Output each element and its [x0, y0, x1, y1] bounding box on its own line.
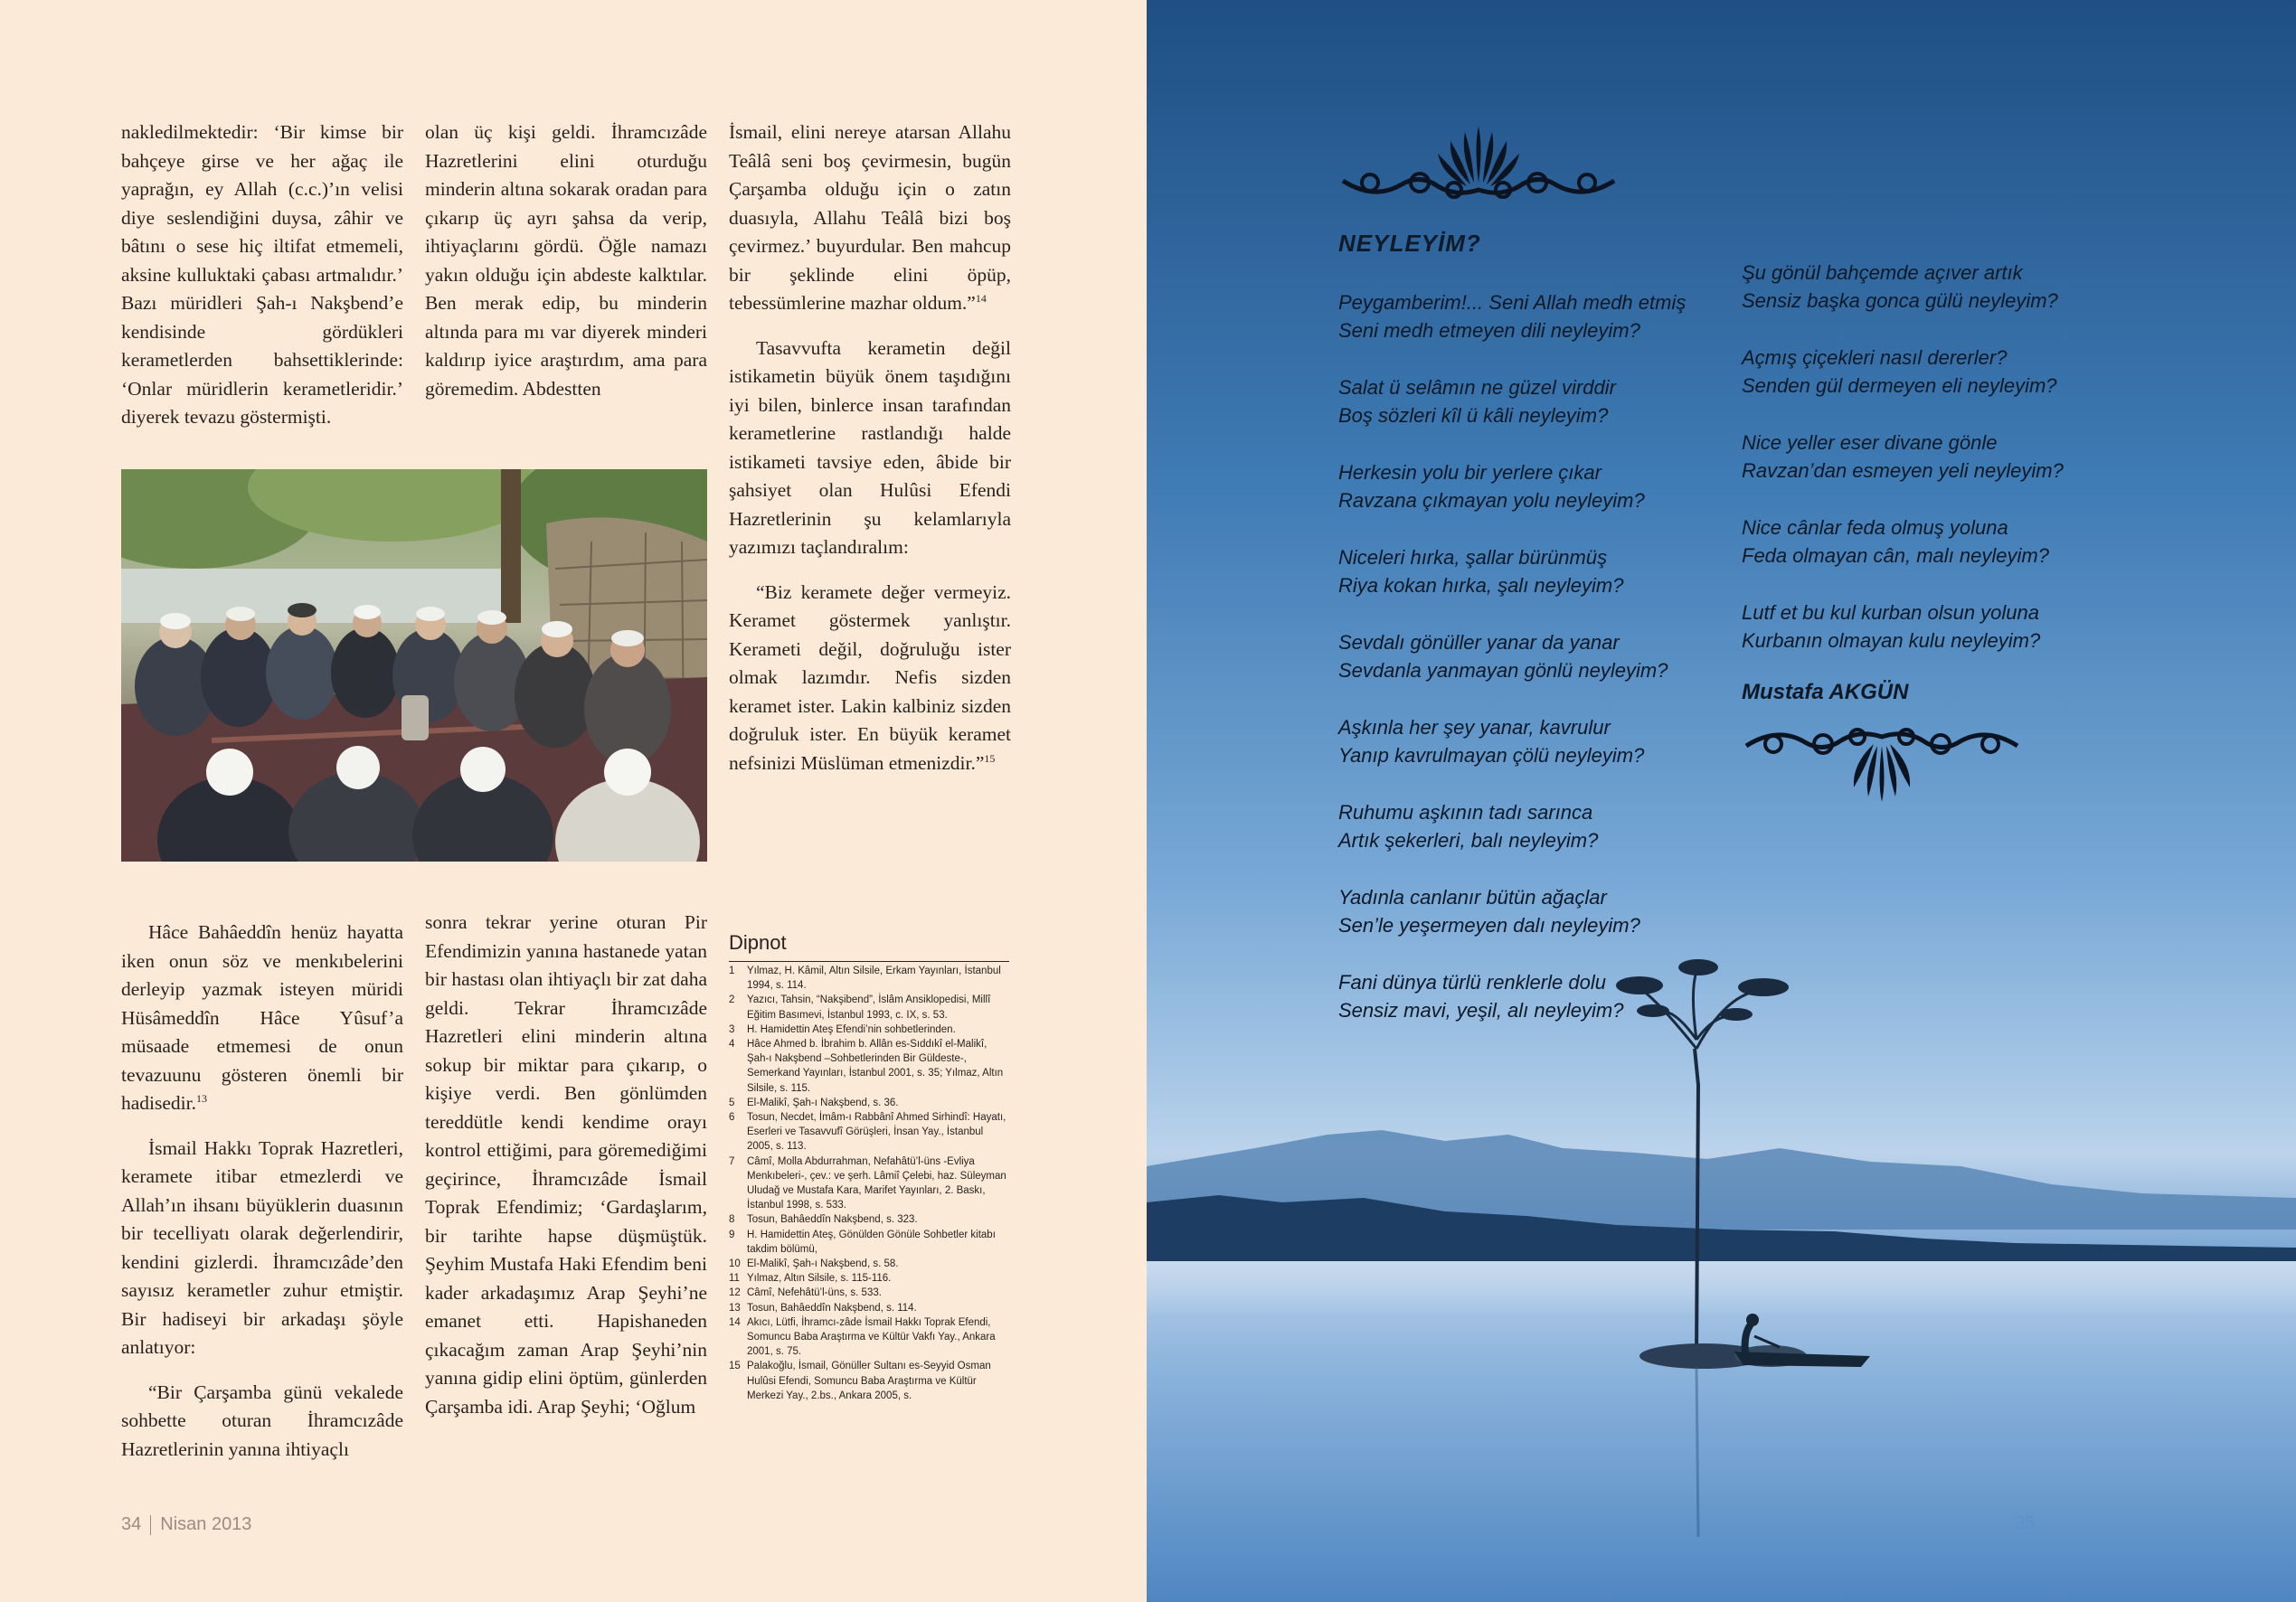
- left-page: [0, 0, 1147, 1602]
- column-1-bottom-paragraph-1: Hâce Bahâeddîn henüz hayatta iken onun söz ve menkıbelerini derleyip yazmak isteyen müridi Hüsâmeddîn Hâce Yûsuf’a müsaade etmemesi de onun tevazuunu gösteren önemli bir hadisedir.$^{13}$: [121, 921, 403, 1114]
- footnote-text: Tosun, Bahâeddîn Nakşbend, s. 114.: [747, 1302, 917, 1314]
- footnote-number: 14: [729, 1316, 741, 1328]
- footnote-item: [729, 1315, 1009, 1360]
- footnote-item: [729, 1271, 1009, 1286]
- poem-line: Senden gül dermeyen eli neyleyim?: [1742, 374, 2057, 397]
- footnote-text: H. Hamidettin Ateş, Gönülden Gönüle Sohbetler kitabı takdim bölümü,: [747, 1229, 996, 1255]
- poem-line: Artık şekerleri, balı neyleyim?: [1338, 829, 1599, 852]
- poem-column-left: [1338, 288, 1718, 1053]
- footnote-item: [729, 1022, 1009, 1037]
- poem-line: Kurbanın olmayan kulu neyleyim?: [1742, 629, 2041, 652]
- gathering-photo: [121, 469, 707, 862]
- poem-line: Feda olmayan cân, malı neyleyim?: [1742, 544, 2049, 567]
- footnote-text: Câmî, Molla Abdurrahman, Nefahâtü’l-üns -Evliya Menkıbeleri-, çev.: ve şerh. Lâmiî Çelebi, haz. Süleyman Uludağ ve Mustafa Kara, Marifet Yayınları, 2. Baskı, İstanbul 1998, s. 533.: [747, 1155, 1006, 1211]
- lake-landscape-background: [1147, 0, 2296, 1602]
- poem-line: Peygamberim!... Seni Allah medh etmiş: [1338, 291, 1687, 314]
- footnote-item: [729, 1286, 1009, 1300]
- footnote-item: [729, 1257, 1009, 1271]
- poem-line: Fani dünya türlü renklerle dolu: [1338, 971, 1606, 994]
- footnote-item: [729, 1228, 1009, 1257]
- footnote-item: [729, 993, 1009, 1022]
- footnote-number: 12: [729, 1287, 741, 1299]
- footnote-number: 9: [729, 1229, 735, 1240]
- poem-stanza: [1338, 373, 1718, 429]
- footnote-number: 15: [729, 1361, 741, 1372]
- poem-stanza: [1338, 798, 1718, 854]
- poem-stanza: [1742, 514, 2121, 570]
- footnote-text: El-Malikî, Şah-ı Nakşbend, s. 58.: [747, 1258, 899, 1270]
- poem-column-right: [1742, 259, 2121, 683]
- footnote-number: 4: [729, 1039, 735, 1051]
- poem-line: Salat ü selâmın ne güzel virddir: [1338, 376, 1616, 399]
- footnote-number: 13: [729, 1302, 741, 1314]
- poem-line: Nice cânlar feda olmuş yoluna: [1742, 516, 2008, 539]
- column-1-top-text: nakledilmektedir: ‘Bir kimse bir bahçeye girse ve her ağaç ile yaprağın, ey Allah (c.c.)’ın velisi diye seslendiğini duysa, zâhir ve bâtını o sese hiç iltifat etmemeli, aksine kulluktaki çabası artmalıdır.’ Bazı müridleri Şah-ı Nakşbend’e kendisinde gördükleri kerametlerden bahsettiklerinde: ‘Onlar müridlerin kerametleridir.’ diyerek tevazu göstermişti.: [121, 121, 403, 428]
- column-2-bottom: [425, 909, 707, 1437]
- column-2-top: [425, 118, 707, 419]
- ornament-flourish-icon: [1338, 119, 1619, 210]
- page-number: 34: [121, 1514, 142, 1534]
- footnote-item: [729, 964, 1009, 993]
- column-1-bottom-paragraph-2: İsmail Hakkı Toprak Hazretleri, keramete itibar etmezlerdi ve Allah’ın ihsanı büyüklerin duasının bir tecelliyatı olarak değerlendirir, kendini gizlerdi. İhramcızâde’den sayısız kerametler zuhur etmiştir. Bir hadiseyi bir arkadaşı şöyle anlatıyor:: [121, 1136, 403, 1358]
- footnote-number: 10: [729, 1258, 741, 1270]
- footnote-ref-15: 15: [984, 751, 996, 765]
- footnote-text: Yılmaz, Altın Silsile, s. 115-116.: [747, 1273, 892, 1285]
- column-3-paragraph-1: İsmail, elini nereye atarsan Allahu Teâlâ seni boş çevirmesin, bugün Çarşamba olduğu için o zatın duasıyla, Allahu Teâlâ bizi boş çevirmez.’ buyurdular. Ben mahcup bir şeklinde elini öpüp, tebessümlerine mazhar oldum.”$^{14}$: [729, 121, 1011, 314]
- footnote-number: 6: [729, 1112, 735, 1124]
- poem-line: Ravzana çıkmayan yolu neyleyim?: [1338, 489, 1645, 512]
- poem-line: Yanıp kavrulmayan çölü neyleyim?: [1338, 744, 1645, 767]
- footnote-number: 11: [729, 1273, 740, 1285]
- footnote-text: Tosun, Bahâeddîn Nakşbend, s. 323.: [747, 1214, 918, 1226]
- footnote-text: Câmî, Nefehâtü’l-üns, s. 533.: [747, 1287, 882, 1299]
- footnotes-divider: [729, 961, 1009, 962]
- column-3: [729, 118, 1011, 794]
- poem-line: Sevdanla yanmayan gönlü neyleyim?: [1338, 659, 1668, 682]
- footnote-item: [729, 1154, 1009, 1213]
- footnote-text: Yazıcı, Tahsin, “Nakşibend”, İslâm Ansiklopedisi, Millî Eğitim Basımevi, İstanbul 1993, c. IX, s. 53.: [747, 994, 991, 1021]
- footnote-number: 3: [729, 1023, 735, 1035]
- poem-line: Seni medh etmeyen dili neyleyim?: [1338, 319, 1640, 342]
- poem-stanza: [1338, 628, 1718, 684]
- footnote-number: 1: [729, 966, 735, 976]
- poem-stanza: [1338, 458, 1718, 514]
- footnote-item: [729, 1096, 1009, 1110]
- poem-stanza: [1338, 288, 1718, 344]
- poem-line: Yadınla canlanır bütün ağaçlar: [1338, 886, 1607, 909]
- footnote-number: 2: [729, 994, 735, 1006]
- footnote-item: [729, 1359, 1009, 1403]
- poem-line: Boş sözleri kîl ü kâli neyleyim?: [1338, 404, 1609, 427]
- poem-line: Nice yeller eser divane gönle: [1742, 431, 1998, 454]
- poem-line: Şu gönül bahçemde açıver artık: [1742, 261, 2023, 284]
- footnote-number: 5: [729, 1097, 735, 1108]
- poem-stanza: [1742, 344, 2121, 400]
- column-2-top-text: olan üç kişi geldi. İhramcızâde Hazretlerini elini oturduğu minderin altına sokarak oradan para çıkarıp üç ayrı şahsa da verip, ihtiyaçlarını gördü. Öğle namazı yakın olduğu için abdeste kalktılar. Ben merak edip, bu minderin altında para mı var diyerek minderi kaldırıp iyice araştırdım, ama para göremedim. Abdestten: [425, 121, 707, 400]
- issue-date: Nisan 2013: [160, 1514, 252, 1534]
- footnote-item: [729, 1110, 1009, 1154]
- footnote-text: Tosun, Necdet, İmâm-ı Rabbânî Ahmed Sirhindî: Hayatı, Eserleri ve Tasavvufî Görüşleri, İnsan Yay., İstanbul 2005, s. 113.: [747, 1112, 1006, 1153]
- poem-line: Aşkınla her şey yanar, kavrulur: [1338, 716, 1611, 739]
- poem-line: Herkesin yolu bir yerlere çıkar: [1338, 461, 1602, 484]
- poem-stanza: [1338, 968, 1718, 1024]
- footnote-item: [729, 1037, 1009, 1096]
- poem-line: Sensiz mavi, yeşil, alı neyleyim?: [1338, 999, 1624, 1022]
- poem-line: Lutf et bu kul kurban olsun yoluna: [1742, 601, 2040, 624]
- poem-line: Ruhumu aşkının tadı sarınca: [1338, 801, 1593, 824]
- footnote-item: [729, 1301, 1009, 1315]
- column-2-bottom-text: sonra tekrar yerine oturan Pir Efendimizin yanına hastanede yatan bir hastası olan ihtiyaçlı bir zat daha geldi. Tekrar İhramcızâde Hazretleri elini minderin altına sokup bir miktar para çıkarıp, o kişiye verdi. Ben gönlümden tereddütle kendi kendime orayı kontrol ettiğimi, para göremediğimi geçirince, İhramcızâde İsmail Toprak Efendimiz; ‘Gardaşlarım, bir tarihte hapse düşmüştük. Şeyhim Mustafa Haki Efendim beni kader arkadaşımız Arap Şeyhi’ne emanet etti. Hapishaneden çıkacağım zaman Arap Şeyhi’nin yanına gidip elini öptüm, günlerden Çarşamba idi. Arap Şeyhi; ‘Oğlum: [425, 911, 707, 1418]
- poem-line: Sensiz başka gonca gülü neyleyim?: [1742, 289, 2058, 312]
- page-number-right: 35: [2015, 1513, 2036, 1533]
- footnote-text: Palakoğlu, İsmail, Gönüller Sultanı es-Seyyid Osman Hulûsi Efendi, Somuncu Baba Araştırma ve Kültür Merkezi Yay., 2.bs., Ankara 2005, s.: [747, 1361, 991, 1401]
- column-1-bottom-paragraph-3: “Bir Çarşamba günü vekalede sohbette oturan İhramcızâde Hazretlerinin yanına ihtiyaçlı: [121, 1381, 403, 1460]
- footnote-number: 8: [729, 1214, 735, 1226]
- poem-line: Niceleri hırka, şallar bürünmüş: [1338, 546, 1608, 569]
- gathering-photo-illustration: [121, 469, 707, 862]
- right-page: [1147, 0, 2296, 1602]
- ornament-flourish-bottom-icon: [1742, 719, 2022, 809]
- footnote-item: [729, 1212, 1009, 1227]
- footnote-text: Akıcı, Lütfi, İhramcı-zâde İsmail Hakkı Toprak Efendi, Somuncu Baba Araştırma ve Kültür Vakfı Yay., Ankara 2001, s. 75.: [747, 1316, 996, 1358]
- footnote-text: El-Malikî, Şah-ı Nakşbend, s. 36.: [747, 1097, 899, 1108]
- poem-line: Sen’le yeşermeyen dalı neyleyim?: [1338, 914, 1640, 937]
- poem-stanza: [1742, 429, 2121, 485]
- footnotes-list: [729, 964, 1009, 1403]
- poem-line: Sevdalı gönüller yanar da yanar: [1338, 631, 1620, 654]
- footnote-text: Hâce Ahmed b. İbrahim b. Allân es-Sıddıkî el-Malikî, Şah-ı Nakşbend –Sohbetlerinden Bir Güldeste-, Semerkand Yayınları, İstanbul 2001, s. 35; Yılmaz, Altın Silsile, s. 115.: [747, 1039, 1004, 1094]
- footnote-ref-13: 13: [196, 1091, 207, 1105]
- column-1-bottom: [121, 919, 403, 1480]
- footnotes-title: Dipnot: [729, 931, 787, 954]
- poem-title: NEYLEYİM?: [1338, 230, 1481, 257]
- poem-stanza: [1742, 598, 2121, 655]
- column-3-quote: “Biz keramete değer vermeyiz. Keramet göstermek yanlıştır. Kerameti değil, doğruluğu ister olmak lazımdır. Nefis sizden keramet ister. Lakin kalbiniz sizden doğruluk ister. En büyük keramet nefsinizi Müslüman etmenizdir.”$^{15}$: [729, 580, 1011, 774]
- poem-stanza: [1338, 883, 1718, 939]
- poem-line: Açmış çiçekleri nasıl dererler?: [1742, 346, 2008, 369]
- page-folio-left: [121, 1514, 251, 1535]
- poem-stanza: [1742, 259, 2121, 315]
- poem-author: Mustafa AKGÜN: [1742, 680, 1909, 704]
- footnote-ref-14: 14: [975, 291, 987, 305]
- poem-line: Riya kokan hırka, şalı neyleyim?: [1338, 574, 1624, 597]
- poem-stanza: [1338, 713, 1718, 769]
- footnote-number: 7: [729, 1155, 735, 1167]
- footnote-text: Yılmaz, H. Kâmil, Altın Silsile, Erkam Yayınları, İstanbul 1994, s. 114.: [747, 966, 1001, 992]
- footnote-text: H. Hamidettin Ateş Efendi’nin sohbetlerinden.: [747, 1023, 956, 1035]
- column-1-top: [121, 118, 403, 448]
- page-folio-right: [1997, 1513, 2035, 1534]
- poem-stanza: [1338, 543, 1718, 599]
- poem-line: Ravzan’dan esmeyen yeli neyleyim?: [1742, 459, 2064, 482]
- column-3-paragraph-2: Tasavvufta kerametin değil istikametin büyük önem taşıdığını iyi bilen, binlerce insan tarafından kerametlerine rastlandığı halde istikameti tavsiye eden, âbide bir şahsiyet olan Hulûsi Efendi Hazretlerinin şu kelamlarıyla yazımızı taçlandıralım:: [729, 336, 1011, 558]
